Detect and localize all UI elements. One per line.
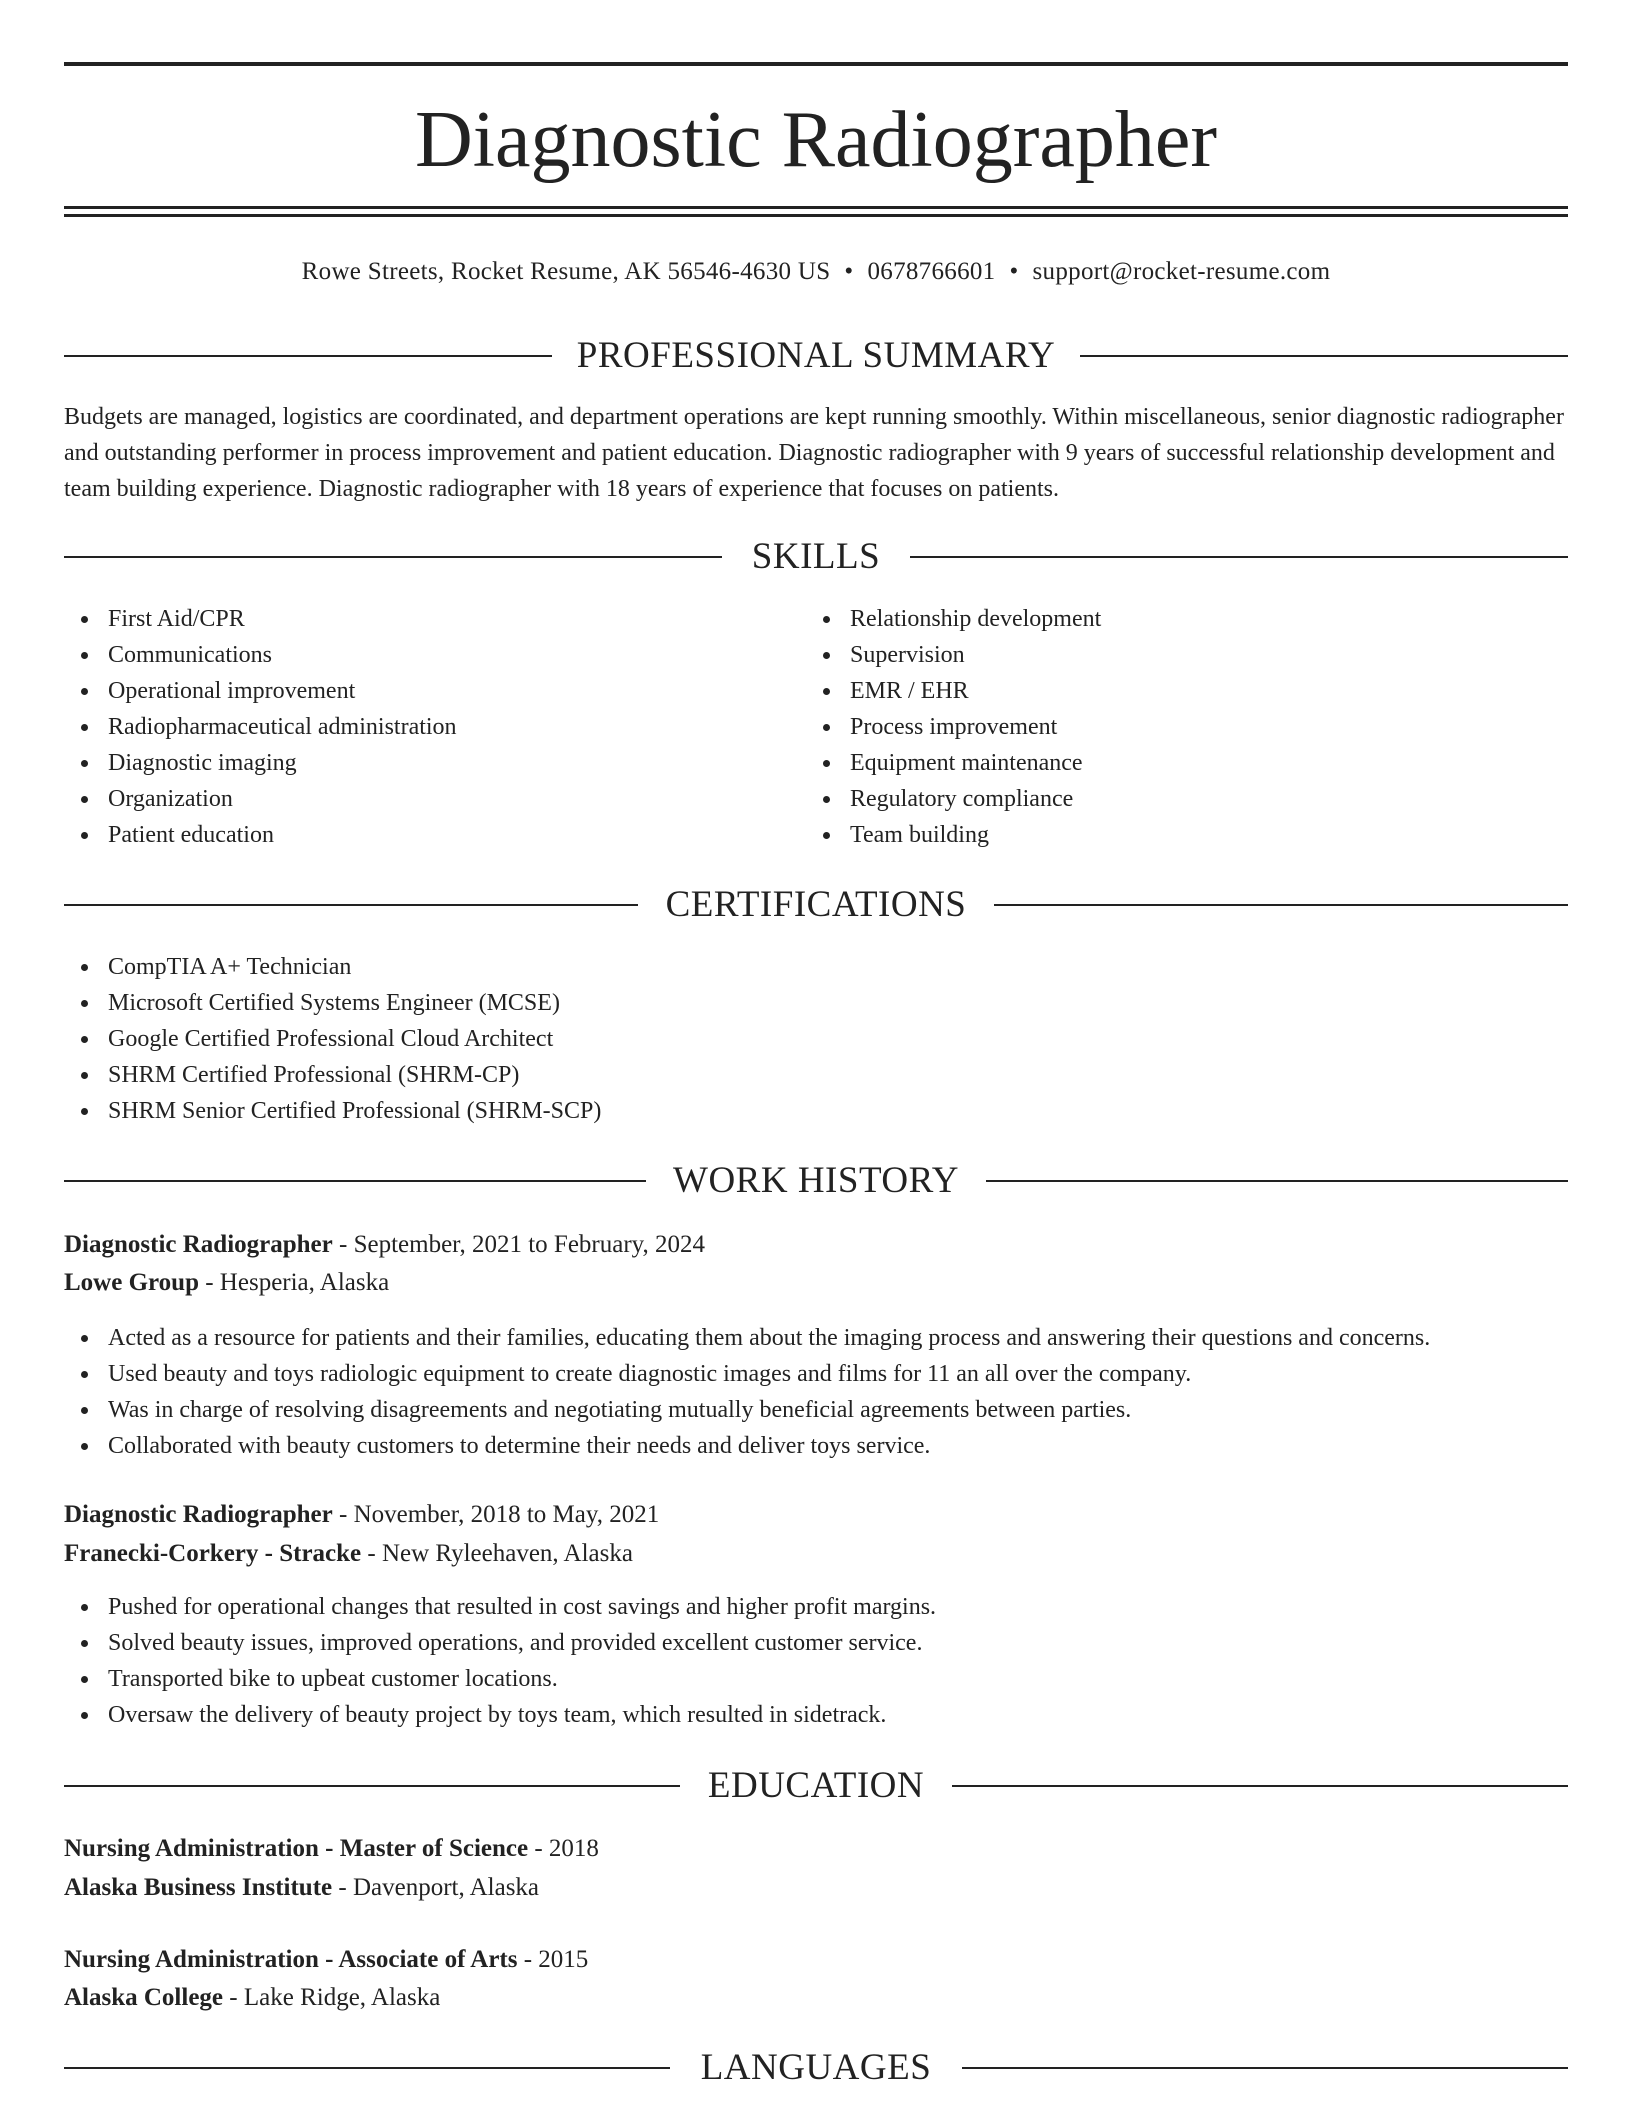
school-location: - Lake Ridge, Alaska [223,1984,441,2011]
certifications-list [64,949,1568,1129]
job-duties-list [64,1320,1568,1464]
header-bottom-rule-2 [64,214,1568,217]
header-bottom-rule-1 [64,206,1568,209]
section-heading-work-history [64,1159,1568,1203]
contact-separator: • [1009,258,1019,285]
job-duty-item: Solved beauty issues, improved operations, and provided excellent customer service. [64,1625,1568,1661]
certification-item: SHRM Senior Certified Professional (SHRM-SCP) [64,1093,1568,1129]
section-heading-skills [64,535,1568,579]
job-duty-item: Used beauty and toys radiologic equipment to create diagnostic images and films for 11 an all over the company. [64,1356,1568,1392]
section-heading-languages [64,2046,1568,2090]
degree-name: Nursing Administration - Associate of Arts [64,1946,518,1973]
degree-year: - 2015 [517,1946,589,1973]
contact-line [64,254,1568,290]
section-title: EDUCATION [707,1765,925,1806]
section-heading-summary [64,334,1568,378]
school-line [64,1869,1568,1907]
certification-item: CompTIA A+ Technician [64,949,1568,985]
job-duty-item: Pushed for operational changes that resulted in cost savings and higher profit margins. [64,1589,1568,1625]
certification-item: SHRM Certified Professional (SHRM-CP) [64,1057,1568,1093]
job-dates: - September, 2021 to February, 2024 [332,1231,706,1258]
skills-list-left [64,601,764,853]
job-company-line [64,1264,1568,1302]
certification-item: Google Certified Professional Cloud Architect [64,1021,1568,1057]
school-name: Alaska Business Institute [64,1874,333,1901]
degree-line [64,1941,1568,1979]
candidate-name: Diagnostic Radiographer [415,96,1217,184]
skill-item: Operational improvement [64,673,764,709]
skill-item: Diagnostic imaging [64,745,764,781]
skill-item: Regulatory compliance [806,781,1506,817]
job-duty-item: Oversaw the delivery of beauty project by toys team, which resulted in sidetrack. [64,1697,1568,1733]
summary-paragraph: Budgets are managed, logistics are coordinated, and department operations are kept running smoothly. Within miscellaneous, senior diagnostic radiographer and outstanding performer in process improvement and patient education. Diagnostic radiographer with 9 years of successful relationship development and team building experience. Diagnostic radiographer with 18 years of experience that focuses on patients. [64,404,1564,502]
school-name: Alaska College [64,1984,224,2011]
skills-list-right [806,601,1506,853]
job-duty-item: Collaborated with beauty customers to determine their needs and deliver toys service. [64,1428,1568,1464]
job-title-line [64,1496,1568,1534]
certification-item: Microsoft Certified Systems Engineer (MCSE) [64,985,1568,1021]
school-location: - Davenport, Alaska [332,1874,540,1901]
skill-item: Team building [806,817,1506,853]
job-title: Diagnostic Radiographer [64,1231,333,1258]
job-location: - Hesperia, Alaska [198,1269,390,1296]
contact-separator: • [844,258,854,285]
job-company-line [64,1535,1568,1573]
skill-item: First Aid/CPR [64,601,764,637]
section-heading-certifications [64,883,1568,927]
job-duty-item: Acted as a resource for patients and their families, educating them about the imaging process and answering their questions and concerns. [64,1320,1568,1356]
skill-item: Organization [64,781,764,817]
job-duty-item: Transported bike to upbeat customer locations. [64,1661,1568,1697]
job-company: Franecki-Corkery - Stracke [64,1540,362,1567]
section-title: PROFESSIONAL SUMMARY [576,335,1056,376]
section-title: WORK HISTORY [673,1160,959,1201]
skill-item: Patient education [64,817,764,853]
contact-email[interactable]: support@rocket-resume.com [1032,258,1331,285]
job-company: Lowe Group [64,1269,199,1296]
job-title-line [64,1226,1568,1264]
skill-item: Process improvement [806,709,1506,745]
header-top-rule [64,62,1568,66]
section-heading-education [64,1764,1568,1808]
degree-line [64,1830,1568,1868]
skill-item: Equipment maintenance [806,745,1506,781]
skill-item: EMR / EHR [806,673,1506,709]
skill-item: Relationship development [806,601,1506,637]
contact-phone: 0678766601 [867,258,996,285]
section-title: CERTIFICATIONS [665,884,967,925]
job-dates: - November, 2018 to May, 2021 [332,1501,660,1528]
skill-item: Supervision [806,637,1506,673]
degree-year: - 2018 [528,1835,599,1862]
school-line [64,1979,1568,2017]
section-title: SKILLS [751,536,881,577]
degree-name: Nursing Administration - Master of Science [64,1835,529,1862]
skill-item: Communications [64,637,764,673]
job-title: Diagnostic Radiographer [64,1501,333,1528]
job-duty-item: Was in charge of resolving disagreements and negotiating mutually beneficial agreements between parties. [64,1392,1568,1428]
job-duties-list [64,1589,1568,1733]
skill-item: Radiopharmaceutical administration [64,709,764,745]
section-title: LANGUAGES [700,2047,932,2088]
job-location: - New Ryleehaven, Alaska [361,1540,633,1567]
contact-address: Rowe Streets, Rocket Resume, AK 56546-4630 US [301,258,831,285]
